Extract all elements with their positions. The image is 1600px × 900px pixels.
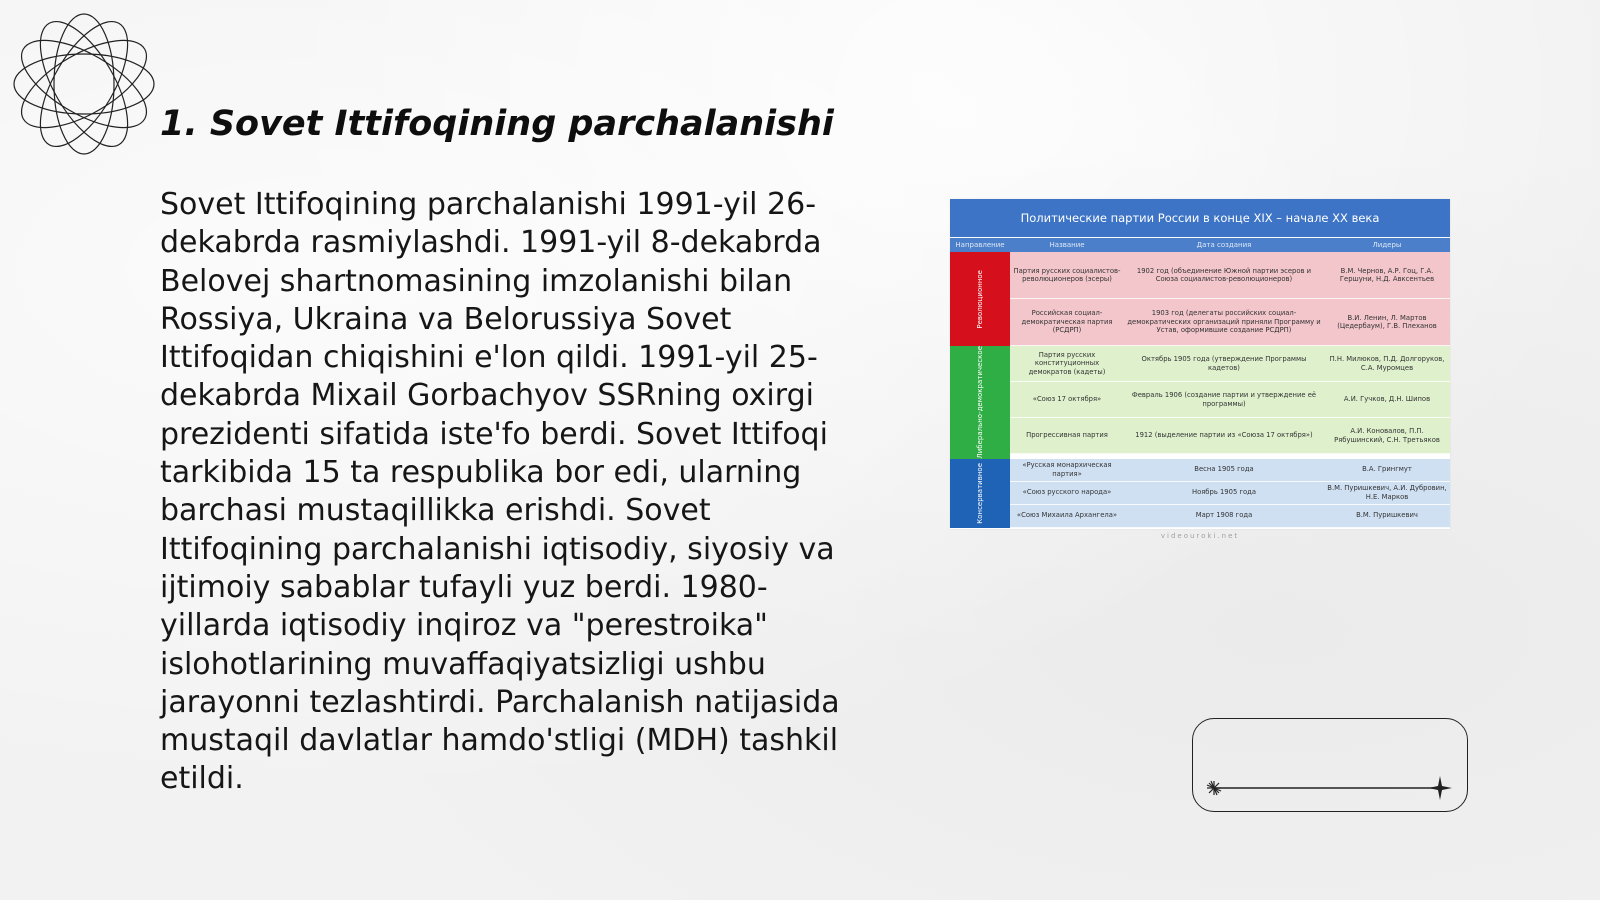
table-row [1010, 252, 1450, 299]
table-cell: 1903 год (делегаты российских социал-демократических организаций приняли Программу и Устав, оформившие создание РСДРП) [1127, 309, 1321, 335]
table-row [1010, 505, 1450, 528]
table-cell: В.И. Ленин, Л. Мартов (Цедербаум), Г.В. Плеханов [1337, 313, 1437, 330]
table-group-liberal [950, 346, 1450, 459]
table-row [1010, 382, 1450, 418]
table-cell: Октябрь 1905 года (утверждение Программы кадетов) [1141, 355, 1307, 372]
table-cell: В.М. Пуришкевич [1356, 511, 1418, 520]
table-cell: 1912 (выделение партии из «Союза 17 октября») [1135, 431, 1313, 440]
circular-ornament-icon [10, 10, 158, 158]
table-row [1010, 346, 1450, 382]
table-cell: П.Н. Милюков, П.Д. Долгоруков, С.А. Муромцев [1329, 355, 1445, 372]
table-image-header [950, 237, 1450, 252]
table-row [1010, 482, 1450, 505]
table-cell: В.М. Пуришкевич, А.И. Дубровин, Н.Е. Марков [1327, 484, 1447, 501]
table-cell: Ноябрь 1905 года [1191, 488, 1257, 497]
table-header-cell: Дата создания [1196, 241, 1252, 249]
table-cell: В.А. Грингмут [1362, 465, 1412, 474]
table-cell: А.И. Коновалов, П.П. Рябушинский, С.Н. Третьяков [1334, 427, 1440, 444]
table-cell: Прогрессивная партия [1026, 431, 1108, 440]
table-cell: Российская социал-демократическая партия (РСДРП) [1021, 309, 1113, 335]
table-group-label: Либерально-демократическое [976, 346, 984, 459]
table-cell: Партия русских конституционных демократов (кадеты) [1028, 350, 1106, 376]
table-row [1010, 299, 1450, 346]
decorative-line-with-stars-icon [1192, 718, 1468, 812]
table-cell: В.М. Чернов, А.Р. Гоц, Г.А. Гершуни, Н.Д. Авксентьев [1339, 266, 1435, 283]
table-row [1010, 459, 1450, 482]
table-cell: Весна 1905 года [1194, 465, 1254, 474]
slide-title: 1. Sovet Ittifoqining parchalanishi [160, 104, 834, 144]
table-row [1010, 418, 1450, 454]
table-cell: «Союз Михаила Архангела» [1016, 511, 1118, 520]
slide-body-text: Sovet Ittifoqining parchalanishi 1991-yil 26-dekabrda rasmiylashdi. 1991-yil 8-dekabrda Belovej shartnomasining imzolanishi bilan Rossiya, Ukraina va Belorussiya Sovet Ittifoqidan chiqishini e'lon qildi. 1991-yil 25-dekabrda Mixail Gorbachyov SSRning oxirgi prezidenti sifatida iste'fo berdi. Sovet Ittifoqi tarkibida 15 ta respublika bor edi, ularning barchasi mustaqillikka erishdi. Sovet Ittifoqining parchalanishi iqtisodiy, siyosiy va ijtimoiy sabablar tufayli yuz berdi. 1980-yillarda iqtisodiy inqiroz va "perestroika" islohotlarining muvaffaqiyatsizligi ushbu jarayonni tezlashtirdi. Parchalanish natijasida mustaqil davlatlar hamdo'stligi (MDH) tashkil etildi. [160, 187, 840, 797]
table-group-conservative [950, 459, 1450, 528]
table-group-label: Революционное [976, 269, 984, 329]
table-cell: Март 1908 года [1195, 511, 1253, 520]
table-cell: Февраль 1906 (создание партии и утверждение её программы) [1131, 391, 1317, 408]
table-image-footer: videouroki.net [1160, 531, 1240, 540]
table-group-label: Консервативное [976, 462, 984, 524]
political-parties-table-image [950, 199, 1450, 540]
table-cell: «Союз 17 октября» [1032, 395, 1102, 404]
table-header-cell: Лидеры [1372, 241, 1402, 249]
table-group-revolutionary [950, 252, 1450, 346]
table-cell: А.И. Гучков, Д.Н. Шипов [1343, 395, 1431, 404]
table-cell: «Союз русского народа» [1022, 488, 1112, 497]
table-cell: «Русская монархическая партия» [1022, 461, 1112, 478]
table-header-cell: Направление [955, 241, 1005, 249]
table-cell: Партия русских социалистов-революционеров (эсеры) [1013, 266, 1121, 283]
table-cell: 1902 год (объединение Южной партии эсеров и Союза социалистов-революционеров) [1136, 266, 1312, 283]
table-header-cell: Название [1049, 241, 1085, 249]
table-image-title: Политические партии России в конце XIX – начале XX века [950, 199, 1450, 237]
